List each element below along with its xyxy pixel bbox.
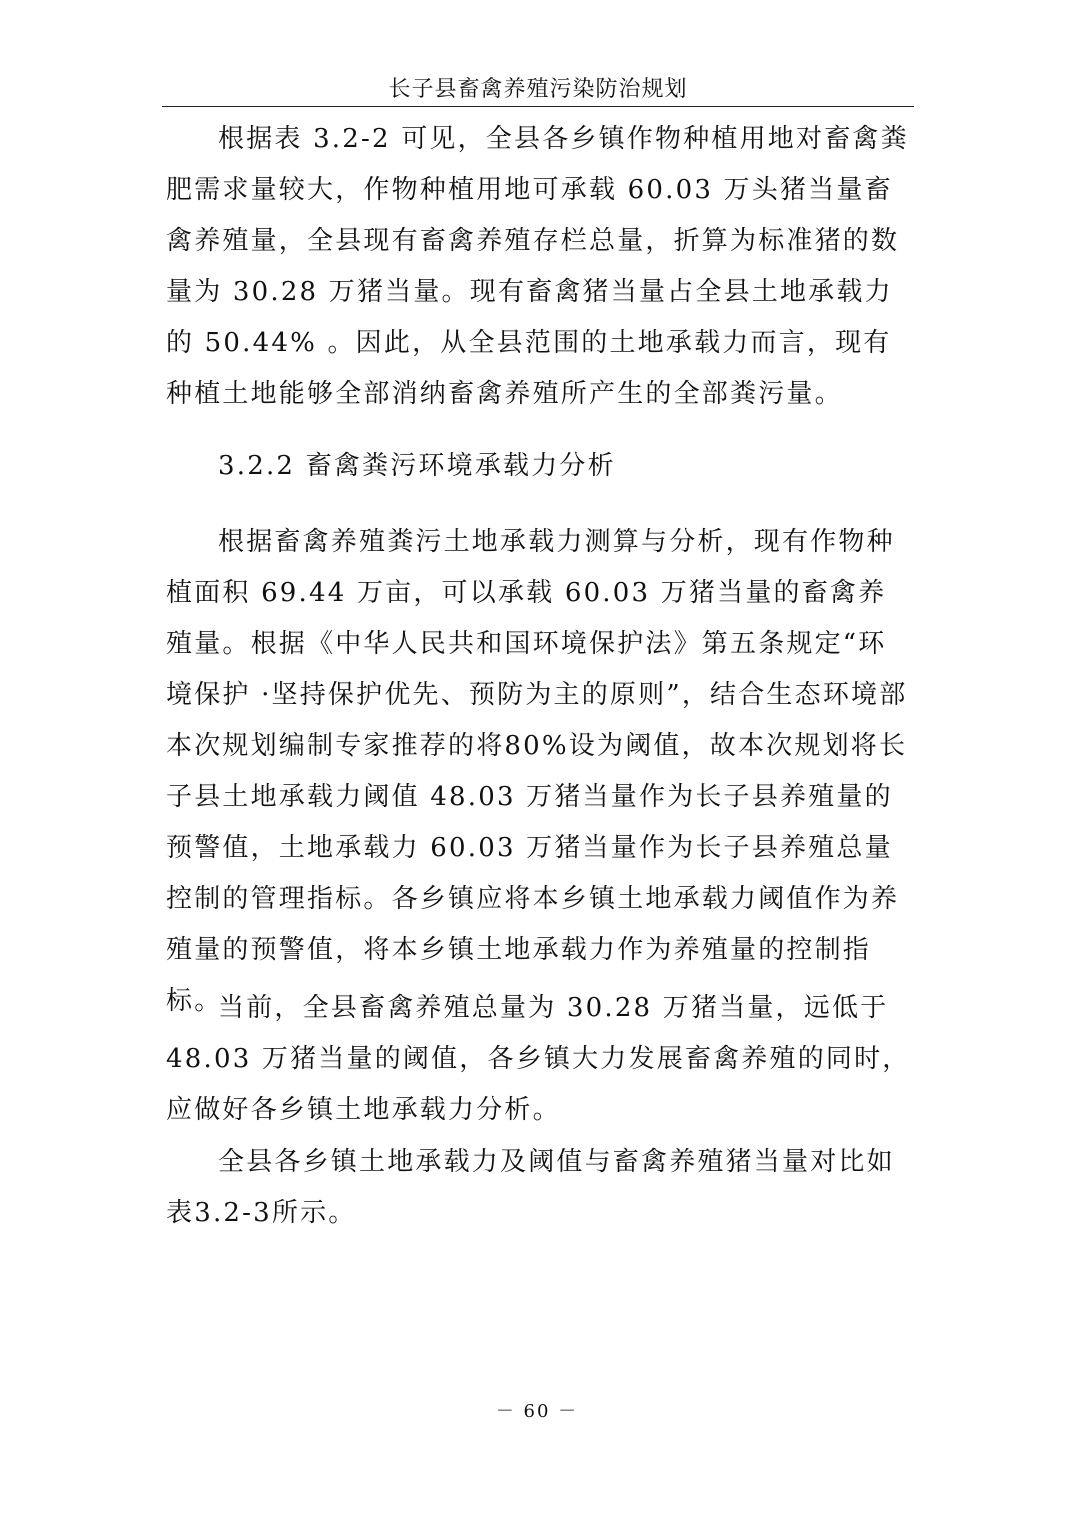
page-header-title: 长子县畜禽养殖污染防治规划: [388, 77, 688, 102]
section-heading: 3.2.2 畜禽粪污环境承载力分析: [218, 451, 616, 481]
paragraph-current-status: 当前，全县畜禽养殖总量为 30.28 万猪当量，远低于 48.03 万猪当量的阈值，各乡镇大力发展畜禽养殖的同时，应做好各乡镇土地承载力分析。: [166, 993, 911, 1125]
page-number: － 60 －: [495, 1401, 579, 1422]
header-rule: [162, 106, 914, 107]
paragraph-table-reference: 全县各乡镇土地承载力及阈值与畜禽养殖猪当量对比如表3.2-3所示。: [166, 1147, 895, 1228]
paragraph-land-capacity-summary: 根据表 3.2-2 可见，全县各乡镇作物种植用地对畜禽粪肥需求量较大，作物种植用地可承载 60.03 万头猪当量畜禽养殖量，全县现有畜禽养殖存栏总量，折算为标准猪的数量为 30.28 万猪当量。现有畜禽猪当量占全县土地承载力的 50.44% 。因此，从全县范围的土地承载力而言，现有种植土地能够全部消纳畜禽养殖所产生的全部粪污量。: [166, 124, 909, 409]
paragraph-threshold-analysis: 根据畜禽养殖粪污土地承载力测算与分析，现有作物种植面积 69.44 万亩，可以承载 60.03 万猪当量的畜禽养殖量。根据《中华人民共和国环境保护法》第五条规定“环境保护 ·坚持保护优先、预防为主的原则”，结合生态环境部本次规划编制专家推荐的将80%设为阈值，故本次规划将长子县土地承载力阈值 48.03 万猪当量作为长子县养殖量的预警值，土地承载力 60.03 万猪当量作为长子县养殖总量控制的管理指标。各乡镇应将本乡镇土地承载力阈值作为养殖量的预警值，将本乡镇土地承载力作为养殖量的控制指标。: [166, 527, 908, 1016]
